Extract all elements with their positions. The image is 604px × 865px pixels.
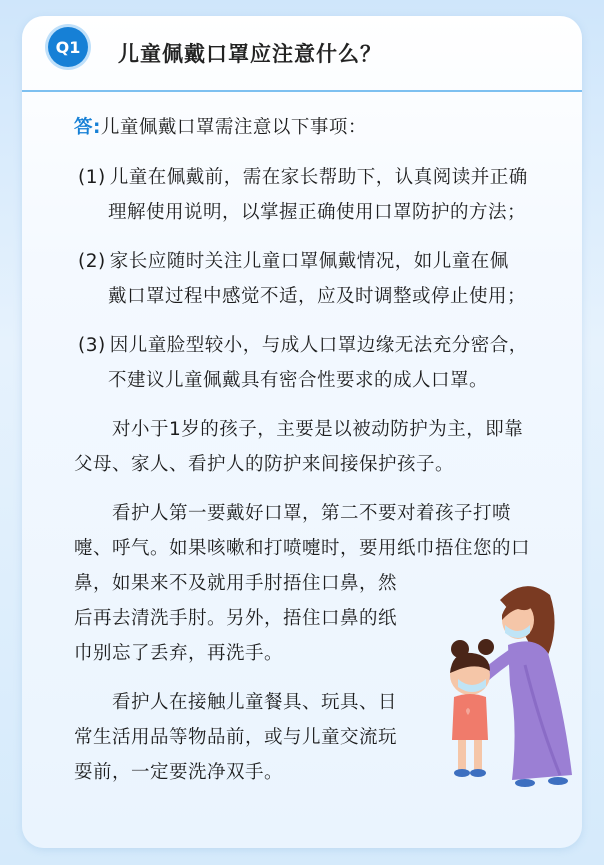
item-text-line2: 理解使用说明，以掌握正确使用口罩防护的方法； bbox=[108, 202, 527, 223]
item-text-line1: 家长应随时关注儿童口罩佩戴情况，如儿童在佩 bbox=[109, 251, 509, 272]
answer-intro: 儿童佩戴口罩需注意以下事项： bbox=[100, 117, 367, 138]
paragraph-line: 常生活用品等物品前，或与儿童交流玩 bbox=[74, 727, 398, 748]
paragraph-line: 鼻，如果来不及就用手肘捂住口鼻，然 bbox=[74, 573, 398, 594]
paragraph-line: 对小于1岁的孩子，主要是以被动防护为主，即靠 bbox=[112, 419, 524, 440]
answer-label: 答: bbox=[74, 117, 101, 138]
paragraph-line: 耍前，一定要洗净双手。 bbox=[74, 762, 284, 783]
paragraph-line: 巾别忘了丢弃，再洗手。 bbox=[74, 643, 284, 664]
paragraph-line: 父母、家人、看护人的防护来间接保护孩子。 bbox=[74, 454, 455, 475]
list-item bbox=[78, 244, 509, 279]
paragraph-line: 后再去清洗手肘。另外，捂住口鼻的纸 bbox=[74, 608, 398, 629]
parent-child-mask-illustration bbox=[430, 575, 590, 790]
paragraph-line: 看护人在接触儿童餐具、玩具、日 bbox=[112, 692, 398, 713]
item-text-line2: 戴口罩过程中感觉不适，应及时调整或停止使用； bbox=[108, 286, 527, 307]
item-number: (1) bbox=[78, 167, 106, 188]
answer-intro-line bbox=[74, 110, 367, 145]
list-item bbox=[78, 328, 528, 363]
paragraph-line: 嚏、呼气。如果咳嗽和打喷嚏时，要用纸巾捂住您的口 bbox=[74, 538, 531, 559]
question-title: 儿童佩戴口罩应注意什么？ bbox=[118, 42, 382, 66]
item-number: (2) bbox=[78, 251, 106, 272]
question-badge: Q1 bbox=[48, 27, 88, 67]
list-item bbox=[78, 160, 528, 195]
paragraph-line: 看护人第一要戴好口罩，第二不要对着孩子打喷 bbox=[112, 503, 512, 524]
item-text-line1: 儿童在佩戴前，需在家长帮助下，认真阅读并正确 bbox=[109, 167, 528, 188]
item-text-line1: 因儿童脸型较小，与成人口罩边缘无法充分密合， bbox=[109, 335, 528, 356]
item-number: (3) bbox=[78, 335, 106, 356]
item-text-line2: 不建议儿童佩戴具有密合性要求的成人口罩。 bbox=[108, 370, 489, 391]
